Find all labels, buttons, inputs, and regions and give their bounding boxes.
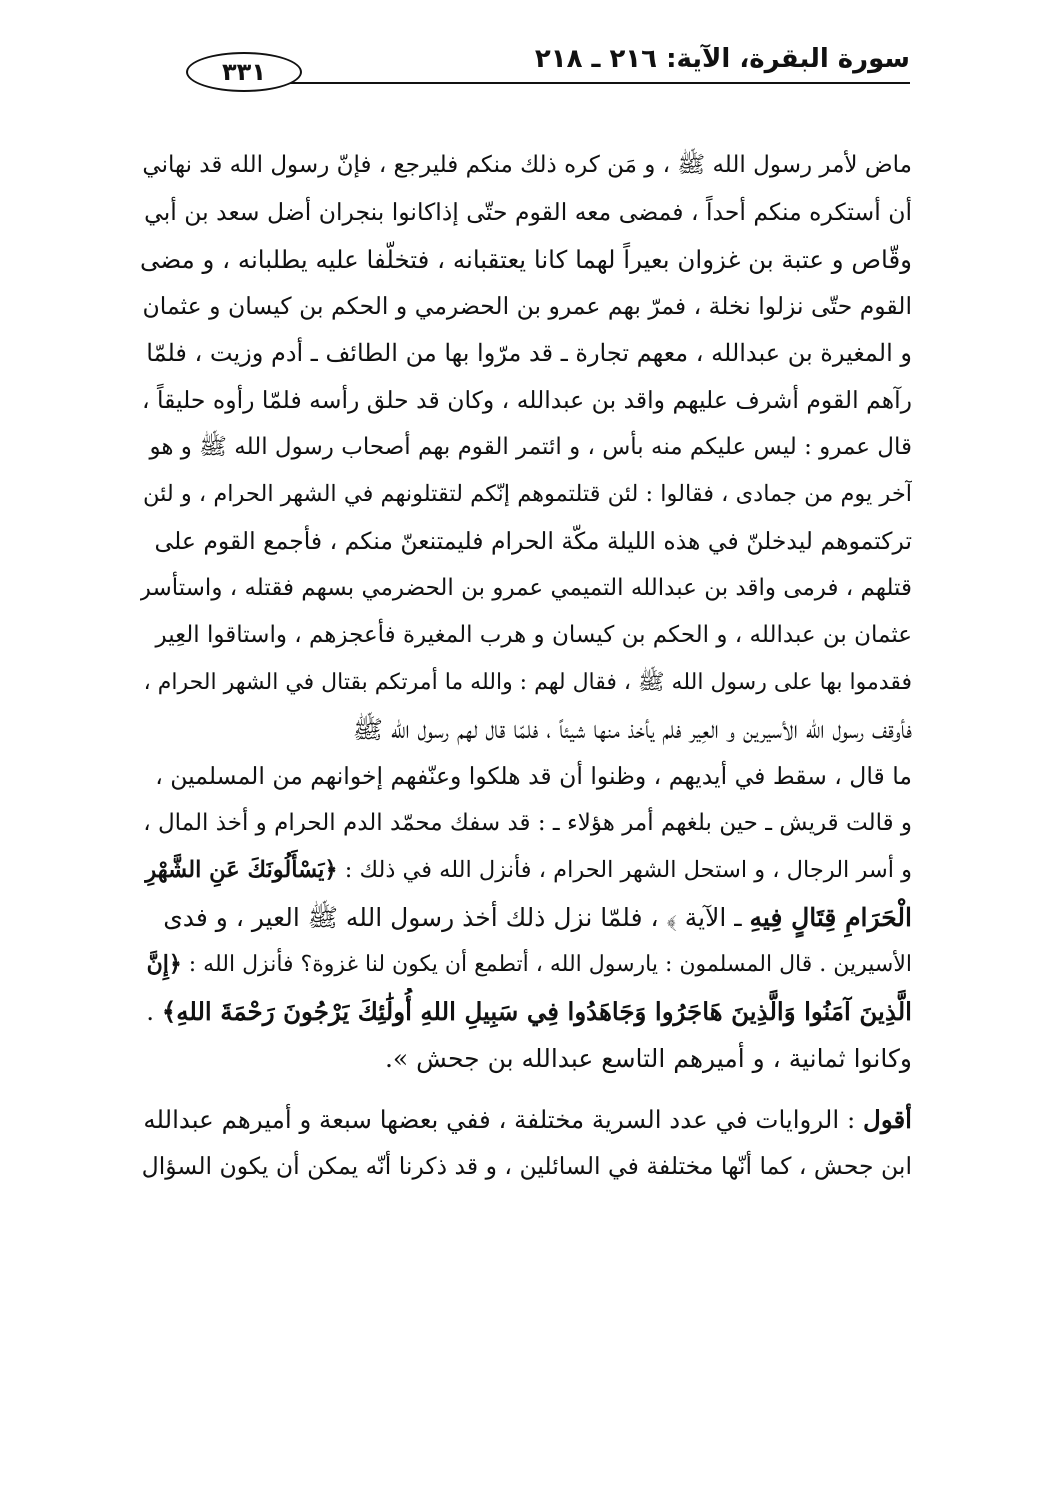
page-header [140, 38, 910, 88]
text-line: ماض لأمر رسول الله ﷺ ، و مَن كره ذلك منكم فليرجع ، فإنّ رسول الله قد نهاني [142, 152, 912, 178]
text-line: و قالت قريش ـ حين بلغهم أمر هؤلاء ـ : قد سفك محمّد الدم الحرام و أخذ المال ، [143, 810, 912, 836]
text-line: عثمان بن عبدالله ، و الحكم بن كيسان و هرب المغيرة فأعجزهم ، واستاقوا العِير [155, 622, 912, 648]
quran-quote: ﴿يَسْأَلُونَكَ عَنِ الشَّهْرِ [145, 857, 338, 883]
text-line: وكانوا ثمانية ، و أميرهم التاسع عبدالله بن جحش ». [384, 1044, 912, 1073]
header-rule [252, 82, 910, 84]
text-line: أن أستكره منكم أحداً ، فمضى معه القوم حتّى إذاكانوا بنجران أضل سعد بن أبي [144, 198, 912, 226]
text-line: فأوقف رسول الله الأسيرين و العِير فلم يأخذ منها شيئاً ، فلمّا قال لهم رسول الله ﷺ [352, 715, 912, 744]
lead-word: أقول [863, 1105, 912, 1134]
quran-quote: ﴿إِنَّ [146, 951, 182, 977]
text-line: قتلهم ، فرمى واقد بن عبدالله التميمي عمرو بن الحضرمي بسهم فقتله ، واستأسر [140, 575, 912, 601]
text-line: القوم حتّى نزلوا نخلة ، فمرّ بهم عمرو بن الحضرمي و الحكم بن كيسان و عثمان [142, 292, 912, 320]
line-text: . [146, 997, 162, 1026]
body-text [140, 142, 912, 1190]
text-line: تركتموهم ليدخلنّ في هذه الليلة مكّة الحرام فليمتنعنّ منكم ، فأجمع القوم على [154, 527, 912, 555]
text-line: و المغيرة بن عبدالله ، معهم تجارة ـ قد مرّوا بها من الطائف ـ أدم وزيت ، فلمّا [146, 339, 912, 367]
quran-quote: الَّذِينَ آمَنُوا وَالَّذِينَ هَاجَرُوا وَجَاهَدُوا فِي سَبِيلِ اللهِ أُولَٰئِكَ يَرْجُونَ رَحْمَةَ اللهِ﴾ [161, 997, 912, 1026]
line-text: الأسيرين . قال المسلمون : يارسول الله ، أتطمع أن يكون لنا غزوة؟ فأنزل الله : [181, 952, 912, 977]
page-number: ٣٣١ [186, 52, 302, 92]
line-text: و أسر الرجال ، و استحل الشهر الحرام ، فأنزل الله في ذلك : [337, 857, 912, 883]
text-line [140, 847, 912, 894]
text-line: رآهم القوم أشرف عليهم واقد بن عبدالله ، وكان قد حلق رأسه فلمّا رأوه حليقاً ، [141, 386, 912, 414]
header-title: سورة البقرة، الآية: ٢١٦ ـ ٢١٨ [534, 44, 910, 74]
text-line: وقّاص و عتبة بن غزوان بعيراً لهما كانا يعتقبانه ، فتخلّفا عليه يطلبانه ، و مضى [140, 245, 912, 274]
text-line: قال عمرو : ليس عليكم منه بأس ، و ائتمر القوم بهم أصحاب رسول الله ﷺ و هو [149, 434, 912, 460]
text-line [140, 1096, 912, 1143]
line-text: : الروايات في عدد السرية مختلفة ، ففي بعضها سبعة و أميرهم عبدالله [143, 1105, 864, 1134]
text-line [140, 941, 912, 988]
text-line [140, 894, 912, 941]
text-line: ابن جحش ، كما أنّها مختلفة في السائلين ، و قد ذكرنا أنّه يمكن أن يكون السؤال [141, 1152, 912, 1180]
paragraph-gap [140, 1082, 912, 1096]
text-line: آخر يوم من جمادى ، فقالوا : لئن قتلتموهم إنّكم لتقتلونهم في الشهر الحرام ، و لئن [142, 481, 912, 507]
line-text: ـ الآية ﴾ ، فلمّا نزل ذلك أخذ رسول الله ﷺ العير ، و فدى [163, 903, 750, 932]
text-line [140, 988, 912, 1035]
text-line: فقدموا بها على رسول الله ﷺ ، فقال لهم : والله ما أمرتكم بقتال في الشهر الحرام ، [143, 670, 912, 695]
quran-quote: الْحَرَامِ قِتَالٍ فِيهِ [749, 903, 912, 932]
text-line: ما قال ، سقط في أيديهم ، وظنوا أن قد هلكوا وعنّفهم إخوانهم من المسلمين ، [155, 762, 912, 790]
